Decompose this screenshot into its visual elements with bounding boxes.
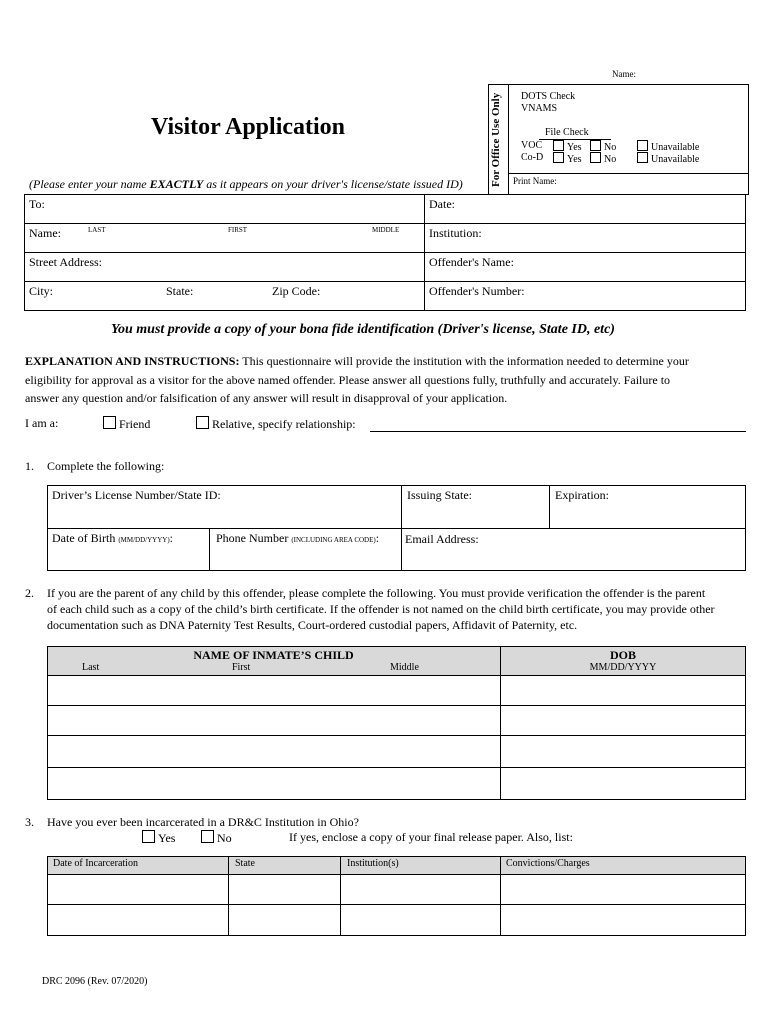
relationship-line[interactable] [370,431,746,432]
child-col-first: First [232,662,251,673]
voc-unavailable-checkbox[interactable] [637,140,648,151]
name-instruction: (Please enter your name EXACTLY as it appears on your driver's license/state issued ID) [29,177,463,191]
print-name-label: Print Name: [513,176,557,186]
child-col-middle: Middle [390,662,419,673]
dob-field[interactable]: Date of Birth (MM/DD/YYYY): [52,531,174,545]
voc-yes[interactable]: Yes [553,140,582,153]
cod-no[interactable]: No [590,152,616,165]
q2-line-2: of each child such as a copy of the child’s birth certificate. If the offender is not named on the child birth certificate, you may provide other [47,602,715,616]
expiration-field[interactable]: Expiration: [555,488,609,502]
q1-number: 1. [25,459,34,473]
q3-yes-checkbox[interactable] [142,830,155,843]
issuing-state-field[interactable]: Issuing State: [407,488,472,502]
cod-yes[interactable]: Yes [553,152,582,165]
file-check-label: File Check [545,127,589,138]
q2-number: 2. [25,586,34,600]
q2-line-3: documentation such as DNA Paternity Test Results, Court-ordered custodial papers, Affidavit of Paternity, etc. [47,618,578,632]
child-dob-format: MM/DD/YYYY [589,662,657,673]
page-title: Visitor Application [151,114,346,140]
dots-check-label: DOTS Check [521,91,576,102]
offender-name-field[interactable]: Offender's Name: [429,255,514,269]
cod-unavailable[interactable]: Unavailable [637,152,699,165]
zip-code-field[interactable]: Zip Code: [272,284,321,298]
name-field[interactable]: Name: [29,226,61,240]
voc-unavailable[interactable]: Unavailable [637,140,699,153]
i-am-label: I am a: [25,416,59,430]
q3-no-checkbox[interactable] [201,830,214,843]
explanation-line-1: EXPLANATION AND INSTRUCTIONS: This questionnaire will provide the institution with the information needed to determine your [25,354,689,368]
to-field[interactable]: To: [29,197,45,211]
cod-yes-checkbox[interactable] [553,152,564,163]
q1-text: Complete the following: [47,459,165,473]
child-table-header: NAME OF INMATE’S CHILD [193,648,354,662]
voc-label: VOC [521,140,543,151]
q3-number: 3. [25,815,34,829]
institution-field[interactable]: Institution: [429,226,482,240]
cod-label: Co-D [521,152,544,163]
voc-no[interactable]: No [590,140,616,153]
friend-option[interactable]: Friend [103,416,150,432]
friend-checkbox[interactable] [103,416,116,429]
col-state: State [235,858,255,869]
explanation-line-2: eligibility for approval as a visitor for the above named offender. Please answer all questions fully, truthfully and accurately. Failure to [25,373,671,387]
voc-yes-checkbox[interactable] [553,140,564,151]
cod-no-checkbox[interactable] [590,152,601,163]
q3-if-yes: If yes, enclose a copy of your final release paper. Also, list: [289,830,573,844]
license-field[interactable]: Driver’s License Number/State ID: [52,488,221,502]
vnams-label: VNAMS [521,103,558,114]
voc-no-checkbox[interactable] [590,140,601,151]
id-notice: You must provide a copy of your bona fide identification (Driver's license, State ID, etc) [111,322,615,337]
street-address-field[interactable]: Street Address: [29,255,102,269]
name-middle-hint: MIDDLE [372,226,400,234]
office-use-vertical-label: For Office Use Only [490,92,502,187]
office-name-label: Name: [612,69,636,79]
date-field[interactable]: Date: [429,197,455,211]
form-number-footer: DRC 2096 (Rev. 07/2020) [42,976,148,987]
q3-yes-option[interactable]: Yes [142,830,175,846]
q2-line-1: If you are the parent of any child by this offender, please complete the following. You must provide verification the offender is the parent [47,586,706,600]
state-field[interactable]: State: [166,284,194,298]
phone-field[interactable]: Phone Number (INCLUDING AREA CODE): [216,531,380,545]
name-last-hint: LAST [88,226,106,234]
offender-number-field[interactable]: Offender's Number: [429,284,525,298]
explanation-line-3: answer any question and/or falsification of any answer will result in disapproval of your application. [25,391,508,405]
child-dob-header: DOB [609,648,636,662]
child-col-last: Last [82,662,100,673]
relative-checkbox[interactable] [196,416,209,429]
q3-no-option[interactable]: No [201,830,232,846]
col-date-of-incarceration: Date of Incarceration [53,858,138,869]
cod-unavailable-checkbox[interactable] [637,152,648,163]
col-institutions: Institution(s) [347,858,399,869]
name-first-hint: FIRST [228,226,248,234]
email-field[interactable]: Email Address: [405,532,479,546]
city-field[interactable]: City: [29,284,54,298]
col-convictions: Convictions/Charges [506,858,590,869]
q3-text: Have you ever been incarcerated in a DR&C Institution in Ohio? [47,815,359,829]
relative-option[interactable]: Relative, specify relationship: [196,416,356,432]
